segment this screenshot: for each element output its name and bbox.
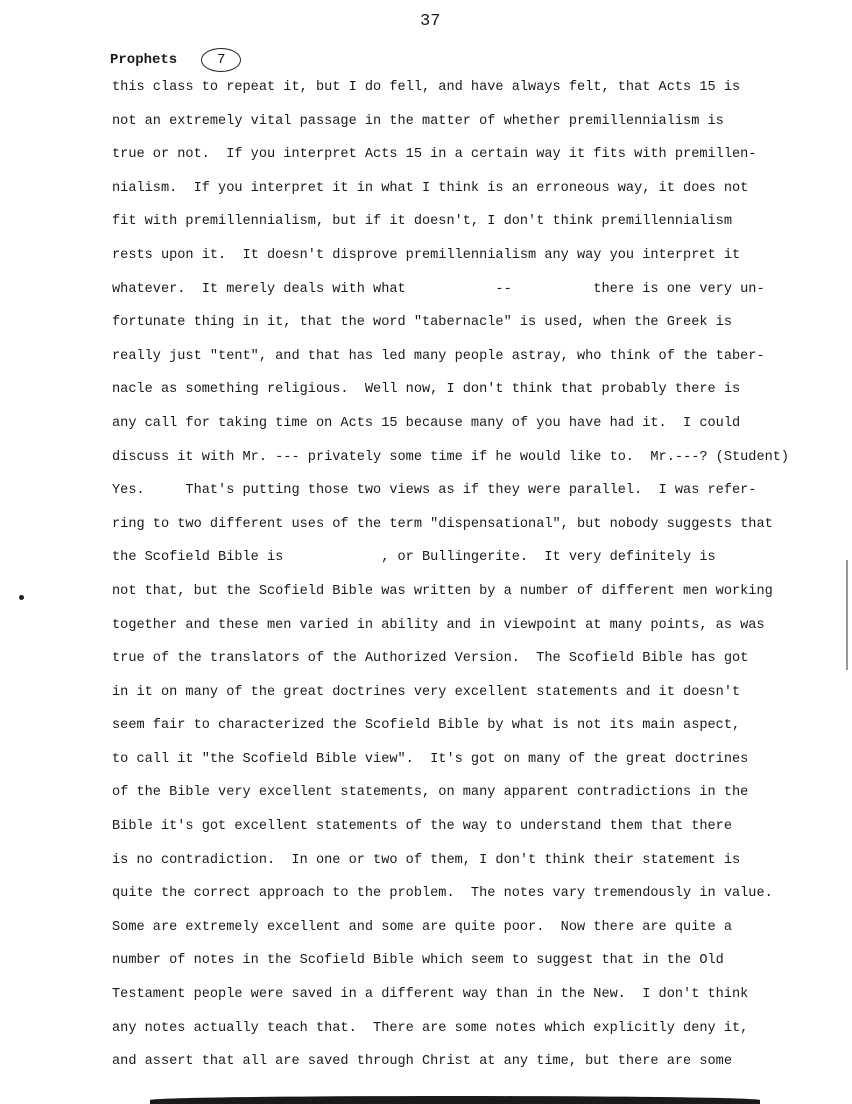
text-line: Some are extremely excellent and some are quite poor. Now there are quite a [112,919,732,935]
text-line: really just "tent", and that has led many people astray, who think of the taber- [112,348,765,364]
text-line: of the Bible very excellent statements, on many apparent contradictions in the [112,785,749,801]
text-line: Yes. That's putting those two views as if they were parallel. I was refer- [112,483,757,499]
text-line: seem fair to characterized the Scofield Bible by what is not its main aspect, [112,718,741,734]
text-line: nacle as something religious. Well now, I don't think that probably there is [112,382,741,398]
header-title: Prophets [110,52,178,68]
text-line: any notes actually teach that. There are some notes which explicitly deny it, [112,1020,749,1036]
text-line: ring to two different uses of the term "dispensational", but nobody suggests that [112,516,773,532]
text-line: together and these men varied in ability and in viewpoint at many points, as was [112,617,765,633]
margin-dot [19,595,24,600]
text-line: in it on many of the great doctrines very excellent statements and it doesn't [112,684,741,700]
text-line: and assert that all are saved through Christ at any time, but there are some [112,1054,732,1070]
text-line: number of notes in the Scofield Bible which seem to suggest that in the Old [112,953,724,969]
page-edge-mark [846,560,848,670]
body-text [112,77,832,1085]
text-line: nialism. If you interpret it in what I think is an erroneous way, it does not [112,180,749,196]
document-header [110,48,241,72]
text-line: discuss it with Mr. --- privately some time if he would like to. Mr.---? (Student) [112,449,790,465]
text-line: the Scofield Bible is , or Bullingerite. It very definitely is [112,550,716,566]
text-line: quite the correct approach to the problem. The notes vary tremendously in value. [112,886,773,902]
text-line: not an extremely vital passage in the matter of whether premillennialism is [112,113,724,129]
text-line: is no contradiction. In one or two of them, I don't think their statement is [112,852,741,868]
text-line: whatever. It merely deals with what -- there is one very un- [112,281,765,297]
text-line: true or not. If you interpret Acts 15 in a certain way it fits with premillen- [112,147,757,163]
text-line: fortunate thing in it, that the word "tabernacle" is used, when the Greek is [112,315,732,331]
text-line: Testament people were saved in a different way than in the New. I don't think [112,987,749,1003]
text-line: this class to repeat it, but I do fell, and have always felt, that Acts 15 is [112,80,741,95]
text-line: true of the translators of the Authorized Version. The Scofield Bible has got [112,651,749,667]
text-line: fit with premillennialism, but if it doesn't, I don't think premillennialism [112,214,732,230]
page-number: 37 [420,12,441,31]
text-line: rests upon it. It doesn't disprove premillennialism any way you interpret it [112,247,741,263]
text-line: Bible it's got excellent statements of the way to understand them that there [112,819,732,835]
text-line: to call it "the Scofield Bible view". It's got on many of the great doctrines [112,751,749,767]
text-line: not that, but the Scofield Bible was written by a number of different men working [112,583,773,599]
circled-number: 7 [201,48,241,72]
text-line: any call for taking time on Acts 15 because many of you have had it. I could [112,415,741,431]
scan-smudge [150,1096,760,1104]
